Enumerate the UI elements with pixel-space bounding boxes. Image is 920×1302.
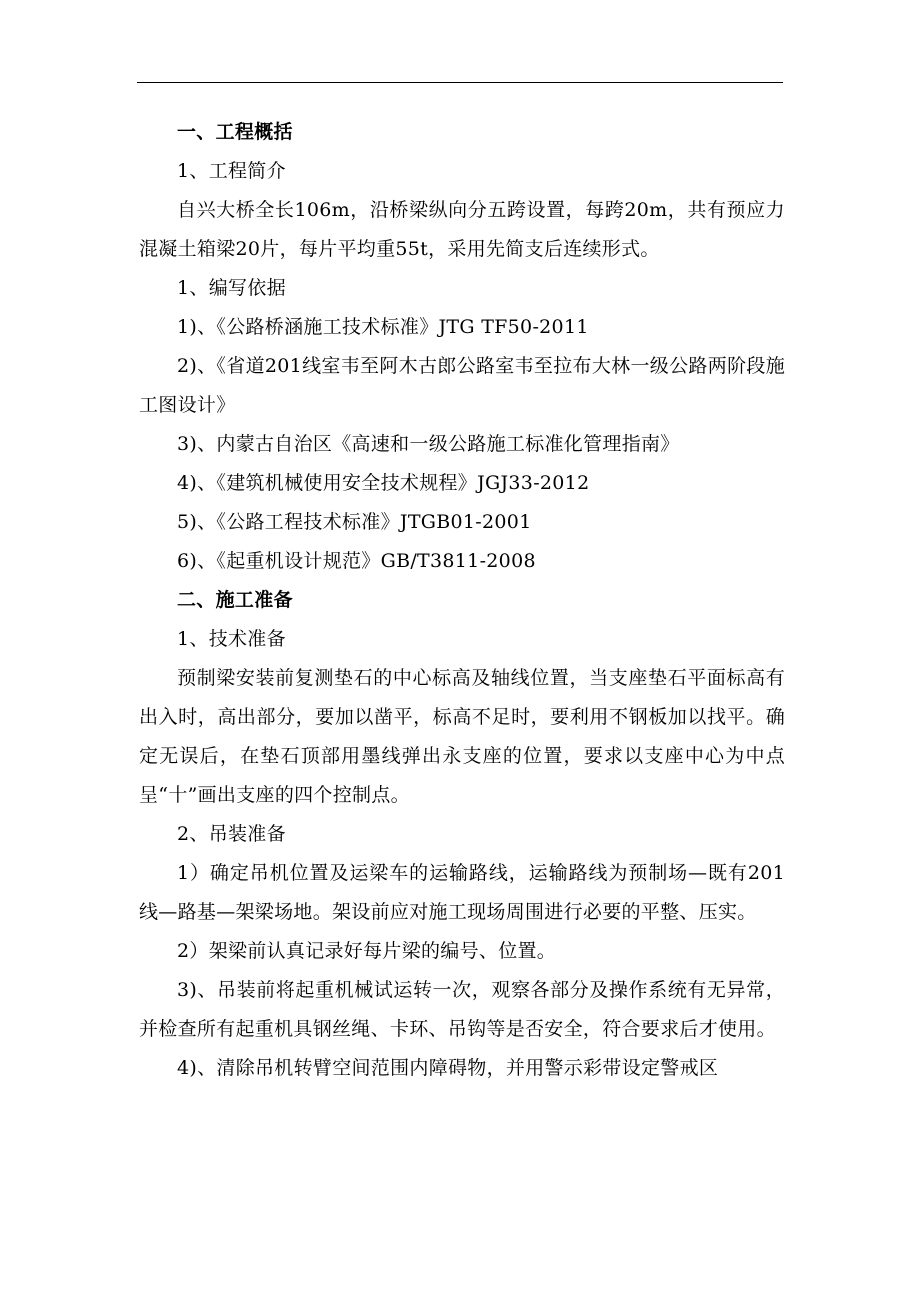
basis-item-3: 3)、内蒙古自治区《高速和一级公路施工标准化管理指南》 [177, 433, 680, 455]
basis-item-6: 6)、《起重机设计规范》GB/T3811-2008 [177, 550, 536, 572]
lifting-item-4: 4)、清除吊机转臂空间范围内障碍物，并用警示彩带设定警戒区 [177, 1057, 719, 1079]
subheading-project-intro: 1、工程简介 [177, 160, 286, 182]
lifting-item-2: 2）架梁前认真记录好每片梁的编号、位置。 [177, 940, 557, 962]
basis-item-5: 5)、《公路工程技术标准》JTGB01-2001 [177, 511, 532, 533]
header-rule [137, 82, 783, 83]
basis-item-4: 4)、《建筑机械使用安全技术规程》JGJ33-2012 [177, 472, 590, 494]
subheading-basis: 1、编写依据 [177, 277, 286, 299]
section-heading-2: 二、施工准备 [177, 589, 293, 611]
paragraph-tech-prep: 预制梁安装前复测垫石的中心标高及轴线位置，当支座垫石平面标高有出入时，高出部分，要加以凿平，标高不足时，要利用不钢板加以找平。确定无误后，在垫石顶部用墨线弹出永支座的位置，要求以支座中心为中点呈“十”画出支座的四个控制点。 [139, 667, 785, 806]
section-heading-1: 一、工程概括 [177, 121, 293, 143]
subheading-lifting-prep: 2、吊装准备 [177, 823, 286, 845]
paragraph-project-intro: 自兴大桥全长106m，沿桥梁纵向分五跨设置，每跨20m，共有预应力混凝土箱梁20片，每片平均重55t，采用先简支后连续形式。 [139, 199, 785, 260]
lifting-item-1: 1）确定吊机位置及运梁车的运输路线，运输路线为预制场—既有201线—路基—架梁场地。架设前应对施工现场周围进行必要的平整、压实。 [139, 862, 785, 923]
basis-item-2: 2)、《省道201线室韦至阿木古郎公路室韦至拉布大林一级公路两阶段施工图设计》 [139, 355, 785, 416]
lifting-item-3: 3)、吊装前将起重机械试运转一次，观察各部分及操作系统有无异常，并检查所有起重机具钢丝绳、卡环、吊钩等是否安全，符合要求后才使用。 [139, 979, 785, 1040]
basis-item-1: 1)、《公路桥涵施工技术标准》JTG TF50-2011 [177, 316, 589, 338]
subheading-tech-prep: 1、技术准备 [177, 628, 286, 650]
document-body [139, 113, 785, 1088]
